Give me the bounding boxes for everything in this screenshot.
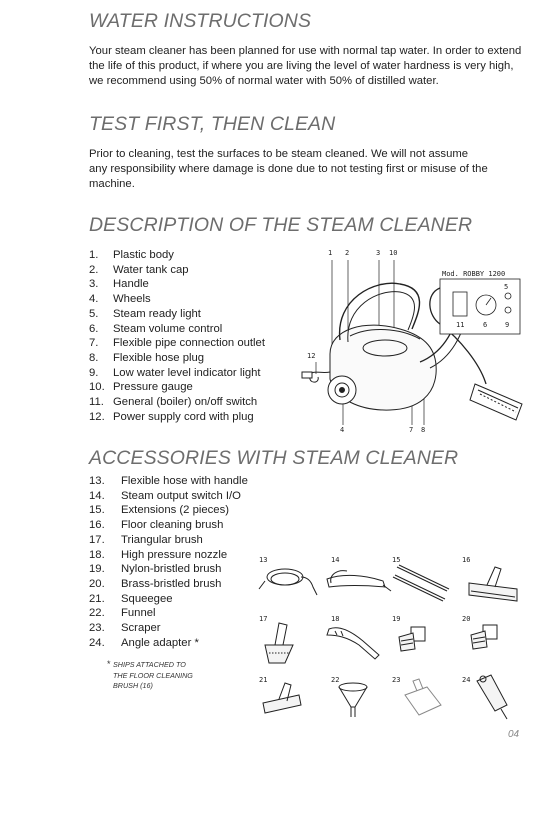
- test-first-text: Prior to cleaning, test the surfaces to be steam cleaned. We will not assume any responsibility where damage is done due to not testing first or misuse of the machine.: [89, 148, 488, 190]
- list-item: [89, 518, 248, 533]
- list-item: [89, 577, 248, 592]
- callout-2: 2: [345, 249, 350, 257]
- callout-7: 7: [409, 426, 414, 434]
- footnote-line: THE FLOOR CLEANING: [113, 670, 193, 680]
- list-item-number: 16.: [89, 519, 105, 532]
- list-item-number: 23.: [89, 622, 105, 635]
- callout-1: 1: [328, 249, 333, 257]
- acc-label-16: 16: [462, 556, 471, 564]
- list-item: [89, 263, 265, 278]
- list-item-label: Steam volume control: [113, 322, 223, 335]
- list-item: [89, 606, 248, 621]
- acc-label-21: 21: [259, 676, 268, 684]
- list-item: [89, 380, 265, 395]
- list-item-label: Handle: [113, 278, 149, 291]
- callout-4: 4: [340, 426, 345, 434]
- callout-10: 10: [389, 249, 398, 257]
- list-item-number: 14.: [89, 489, 105, 502]
- list-item-number: 3.: [89, 278, 99, 291]
- list-item: [89, 395, 265, 410]
- footnote: [107, 659, 193, 692]
- list-item-label: Extensions (2 pieces): [121, 504, 229, 517]
- handle-drawing: [327, 571, 391, 591]
- list-item-label: Floor cleaning brush: [121, 519, 224, 532]
- list-item-number: 1.: [89, 249, 99, 261]
- list-item-label: Steam output switch I/O: [121, 489, 241, 502]
- list-item-number: 11.: [89, 396, 104, 409]
- scraper-drawing: [405, 679, 441, 715]
- list-item: [89, 292, 265, 307]
- list-item-label: General (boiler) on/off switch: [113, 396, 258, 409]
- list-item-label: Flexible hose with handle: [121, 475, 248, 487]
- list-item-number: 15.: [89, 504, 105, 517]
- list-item-label: Steam ready light: [113, 307, 201, 320]
- list-item-number: 17.: [89, 533, 105, 546]
- list-item: [89, 336, 265, 351]
- list-item: [89, 636, 248, 651]
- angle-adapter-drawing: [477, 675, 507, 719]
- list-item: [89, 248, 265, 263]
- list-item: [89, 410, 265, 425]
- list-item-number: 13.: [89, 475, 105, 487]
- list-item-label: Water tank cap: [113, 263, 189, 276]
- list-item-number: 21.: [89, 592, 105, 605]
- list-item: [89, 533, 248, 548]
- acc-label-20: 20: [462, 615, 471, 623]
- list-item-number: 4.: [89, 293, 99, 306]
- water-instructions-heading: WATER INSTRUCTIONS: [89, 10, 312, 32]
- list-item: [89, 474, 248, 489]
- brass-brush-drawing: [471, 625, 497, 649]
- acc-label-15: 15: [392, 556, 401, 564]
- list-item-number: 24.: [89, 636, 105, 649]
- list-item-number: 8.: [89, 351, 99, 364]
- panel-label-5: 5: [504, 283, 509, 291]
- accessory-drawings: [255, 555, 525, 725]
- list-item: [89, 351, 265, 366]
- list-item: [89, 307, 265, 322]
- callout-3: 3: [376, 249, 381, 257]
- steam-cleaner-figure: [290, 244, 530, 436]
- acc-label-14: 14: [331, 556, 340, 564]
- parts-list: [89, 248, 265, 424]
- list-item-label: Squeegee: [121, 592, 173, 605]
- floor-brush-drawing: [469, 567, 517, 601]
- list-item-label: Scraper: [121, 622, 161, 635]
- funnel-drawing: [339, 683, 367, 717]
- list-item-label: Plastic body: [113, 249, 174, 261]
- footnote-mark: *: [107, 659, 111, 669]
- panel-label-11: 11: [456, 321, 465, 329]
- accessories-list: [89, 474, 248, 650]
- list-item: [89, 503, 248, 518]
- list-item-label: Nylon-bristled brush: [121, 563, 222, 576]
- list-item-label: Flexible hose plug: [113, 351, 205, 364]
- list-item-label: Brass-bristled brush: [121, 577, 222, 590]
- callout-8: 8: [421, 426, 426, 434]
- list-item-label: Funnel: [121, 607, 156, 620]
- panel-label-9: 9: [505, 321, 510, 329]
- list-item: [89, 366, 265, 381]
- list-item: [89, 489, 248, 504]
- test-first-heading: TEST FIRST, THEN CLEAN: [89, 113, 336, 135]
- panel-title: Mod. ROBBY 1200: [442, 270, 506, 278]
- squeegee-drawing: [263, 683, 301, 713]
- list-item: [89, 621, 248, 636]
- list-item-label: Flexible pipe connection outlet: [113, 337, 265, 350]
- nylon-brush-drawing: [399, 627, 425, 651]
- list-item-number: 20.: [89, 577, 105, 590]
- list-item-number: 10.: [89, 381, 105, 394]
- list-item-label: Triangular brush: [121, 533, 203, 546]
- list-item: [89, 277, 265, 292]
- list-item: [89, 592, 248, 607]
- page-number: 04: [508, 729, 520, 740]
- extensions-drawing: [393, 565, 449, 601]
- triangular-brush-drawing: [265, 623, 293, 663]
- list-item-number: 12.: [89, 410, 105, 423]
- list-item-label: Power supply cord with plug: [113, 410, 254, 423]
- accessories-heading: ACCESSORIES WITH STEAM CLEANER: [89, 447, 459, 469]
- list-item-number: 18.: [89, 548, 105, 561]
- acc-label-18: 18: [331, 615, 340, 623]
- flexible-hose-drawing: [259, 569, 317, 595]
- list-item-number: 22.: [89, 607, 105, 620]
- list-item-number: 6.: [89, 322, 99, 335]
- list-item-number: 2.: [89, 263, 99, 276]
- list-item-label: Pressure gauge: [113, 381, 193, 394]
- description-heading: DESCRIPTION OF THE STEAM CLEANER: [89, 214, 473, 236]
- list-item-label: Angle adapter *: [121, 636, 199, 649]
- acc-label-24: 24: [462, 676, 471, 684]
- high-pressure-nozzle-drawing: [327, 628, 379, 659]
- footnote-line: BRUSH (16): [113, 681, 153, 690]
- acc-label-17: 17: [259, 615, 268, 623]
- list-item: [89, 562, 248, 577]
- list-item-label: High pressure nozzle: [121, 548, 228, 561]
- acc-label-23: 23: [392, 676, 401, 684]
- water-instructions-text: Your steam cleaner has been planned for use with normal tap water. In order to extend the life of this product, if where you are living the level of water hardness is very high, we recommend using 50% of normal water with 50% of distilled water.: [89, 45, 522, 87]
- list-item-number: 19.: [89, 563, 105, 576]
- footnote-line: SHIPS ATTACHED TO: [113, 660, 186, 669]
- callout-12: 12: [307, 352, 316, 360]
- list-item-label: Wheels: [113, 293, 151, 306]
- list-item-number: 7.: [89, 337, 99, 350]
- acc-label-13: 13: [259, 556, 268, 564]
- acc-label-19: 19: [392, 615, 401, 623]
- list-item-label: Low water level indicator light: [113, 366, 261, 379]
- list-item: [89, 322, 265, 337]
- list-item-number: 5.: [89, 307, 99, 320]
- list-item: [89, 548, 248, 563]
- panel-label-6: 6: [483, 321, 488, 329]
- list-item-number: 9.: [89, 366, 99, 379]
- acc-label-22: 22: [331, 676, 340, 684]
